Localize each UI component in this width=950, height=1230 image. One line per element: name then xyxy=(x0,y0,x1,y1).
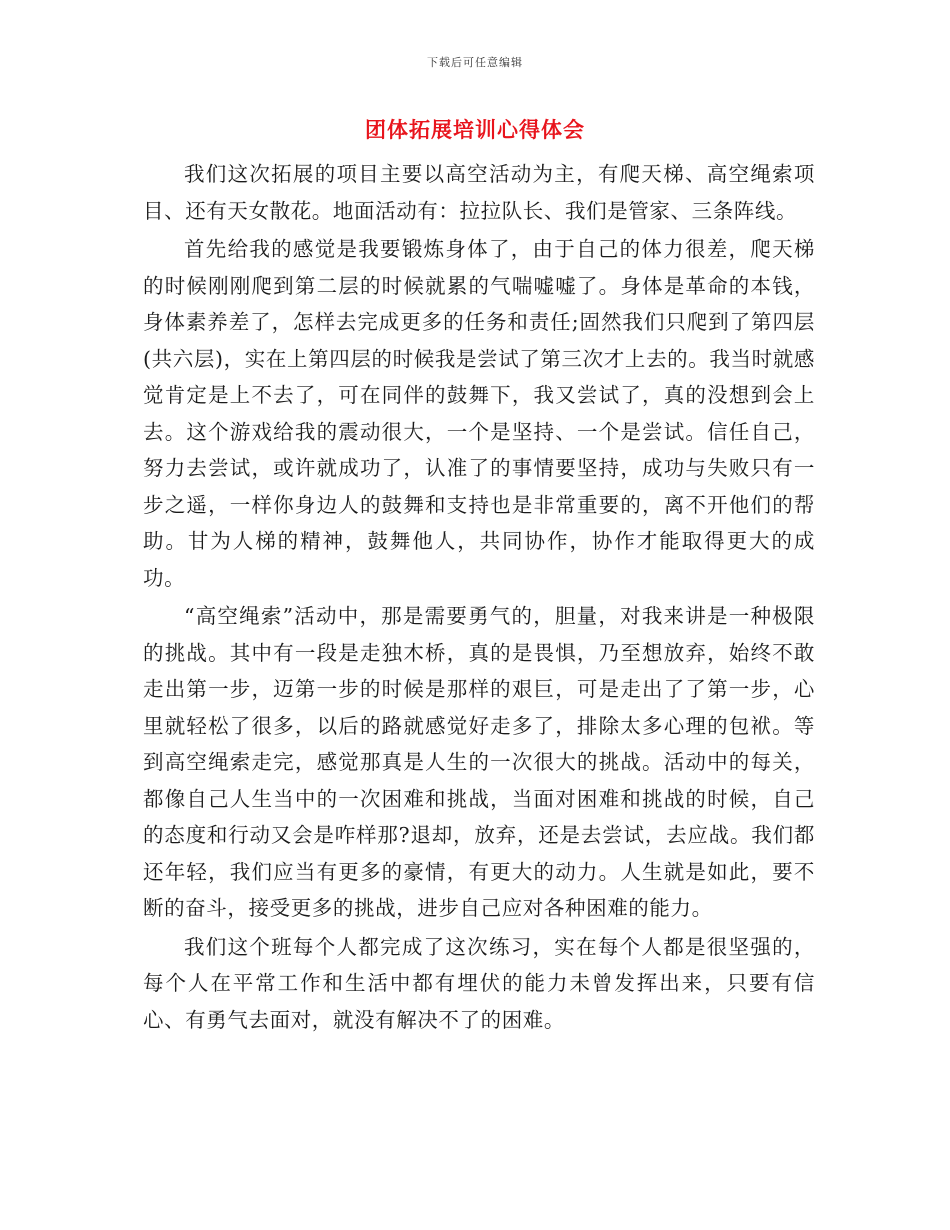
document-body xyxy=(143,156,815,1040)
paragraph-1: 我们这次拓展的项目主要以高空活动为主，有爬天梯、高空绳索项目、还有天女散花。地面活动有：拉拉队长、我们是管家、三条阵线。 xyxy=(143,162,815,223)
header-note: 下载后可任意编辑 xyxy=(427,56,523,69)
document-title: 团体拓展培训心得体会 xyxy=(365,118,585,142)
paragraph-3: “高空绳索”活动中，那是需要勇气的，胆量，对我来讲是一种极限的挑战。其中有一段是走独木桥，真的是畏惧，乃至想放弃，始终不敢走出第一步，迈第一步的时候是那样的艰巨，可是走出了了第一步，心里就轻松了很多，以后的路就感觉好走多了，排除太多心理的包袱。等到高空绳索走完，感觉那真是人生的一次很大的挑战。活动中的每关，都像自己人生当中的一次困难和挑战，当面对困难和挑战的时候，自己的态度和行动又会是咋样那?退却，放弃，还是去尝试，去应战。我们都还年轻，我们应当有更多的豪情，有更大的动力。人生就是如此，要不断的奋斗，接受更多的挑战，进步自己应对各种困难的能力。 xyxy=(143,604,815,920)
paragraph-4: 我们这个班每个人都完成了这次练习，实在每个人都是很坚强的，每个人在平常工作和生活中都有埋伏的能力未曾发挥出来，只要有信心、有勇气去面对，就没有解决不了的困难。 xyxy=(143,934,815,1032)
paragraph-2: 首先给我的感觉是我要锻炼身体了，由于自己的体力很差，爬天梯的时候刚刚爬到第二层的时候就累的气喘嘘嘘了。身体是革命的本钱，身体素养差了，怎样去完成更多的任务和责任;固然我们只爬到了第四层(共六层)，实在上第四层的时候我是尝试了第三次才上去的。我当时就感觉肯定是上不去了，可在同伴的鼓舞下，我又尝试了，真的没想到会上去。这个游戏给我的震动很大，一个是坚持、一个是尝试。信任自己，努力去尝试，或许就成功了，认准了的事情要坚持，成功与失败只有一步之遥，一样你身边人的鼓舞和支持也是非常重要的，离不开他们的帮助。甘为人梯的精神，鼓舞他人，共同协作，协作才能取得更大的成功。 xyxy=(143,237,815,590)
